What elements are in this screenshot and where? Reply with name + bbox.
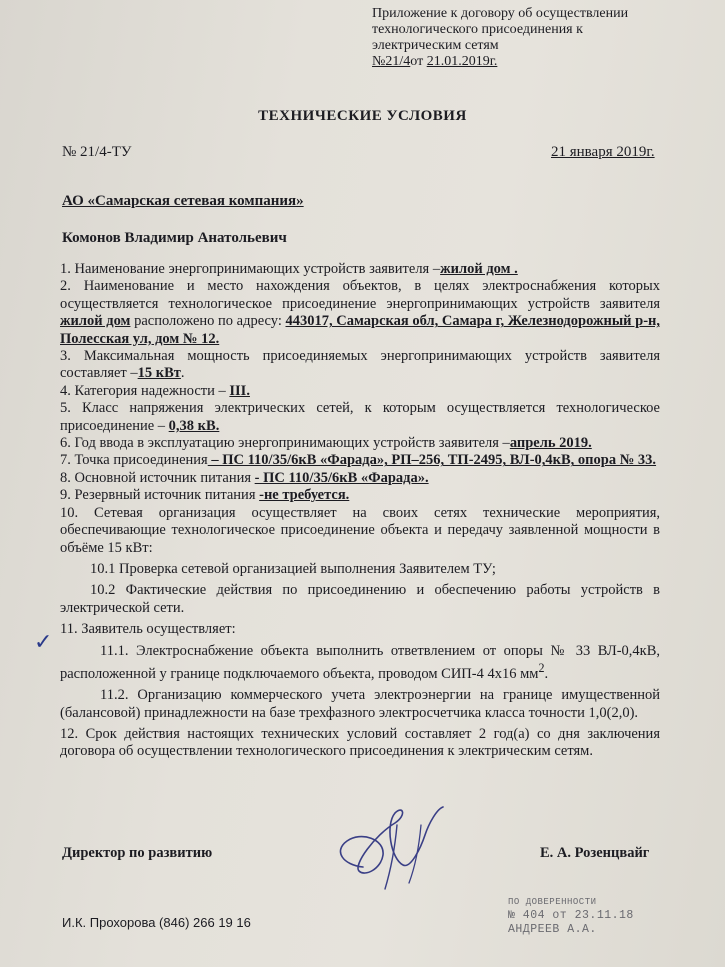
item-4: 4. Категория надежности – III. [60,382,250,399]
item-12: 12. Срок действия настоящих технических условий составляет 2 год(а) со дня заключения договора об осуществлении технологического присоединения к электрическим сетям. [60,725,660,760]
item-6-value: апрель 2019. [509,435,592,452]
item-10: 10. Сетевая организация осуществляет на своих сетях технические мероприятия, обеспечивающие технологическое присоединение объекта и передачу заявленной мощности в объёме 15 кВт: [60,504,660,556]
item-8: 8. Основной источник питания - ПС 110/35/6кВ «Фарада». [60,469,429,486]
item-2-address: 443017, Самарская обл, Самара г, Железнодорожный р-н, Полесская ул, дом № 12. [60,313,660,347]
appendix-line-1: Приложение к договору об осуществлении [372,6,629,21]
applicant-name: Комонов Владимир Анатольевич [62,230,287,246]
appendix-line-4 [372,54,712,70]
page-title: ТЕХНИЧЕСКИЕ УСЛОВИЯ [258,108,467,124]
appendix-ot: от [410,54,427,69]
item-3-value: 15 кВт [137,365,181,382]
item-1-value: жилой дом . [440,261,518,277]
document-date: 21 января 2019г. [551,144,655,160]
item-2: 2. Наименование и место нахождения объектов, в целях электроснабжения которых осуществляется технологическое присоединение энергопринимающих устройств заявителя жилой дом расположено по адресу: 443017, Самарская обл, Самара г, Железнодорожный р-н, Полесская ул, дом № 12. [60,278,660,347]
signature-icon [325,795,455,895]
stamp-line-1: ПО ДОВЕРЕННОСТИ [508,897,597,907]
item-7-value: – ПС 110/35/6кВ «Фарада», РП–256, ТП-2495, ВЛ-0,4кВ, опора № 33. [207,452,657,469]
check-mark-icon: ✓ [34,630,53,655]
item-2-object: жилой дом [60,313,131,330]
item-7: 7. Точка присоединения – ПС 110/35/6кВ «Фарада», РП–256, ТП-2495, ВЛ-0,4кВ, опора № 33. [60,452,657,469]
stamp-line-3: АНДРЕЕВ А.А. [508,923,597,936]
item-11-1: 11.1. Электроснабжение объекта выполнить ответвлением от опоры № 33 ВЛ-0,4кВ, расположенной у границе подключаемого объекта, проводом СИП-4 4х16 $мм^2$. [60,642,660,682]
signer-name: Е. А. Розенцвайг [540,845,650,861]
item-11-2: 11.2. Организацию коммерческого учета электроэнергии на границе имущественной (балансовой) принадлежности на базе трехфазного электросчетчика класса точности 1,0(2,0). [60,687,660,721]
appendix-date: 21.01.2019г. [426,54,498,69]
company-name: АО «Самарская сетевая компания» [62,193,304,209]
item-3: 3. Максимальная мощность присоединяемых энергопринимающих устройств заявителя составляет –15 кВт. [60,348,660,382]
contact-line: И.К. Прохорова (846) 266 19 16 [62,915,251,930]
appendix-line-3: электрическим сетям [372,38,499,53]
item-5: 5. Класс напряжения электрических сетей, к которым осуществляется технологическое присоединение – 0,38 кВ. [60,400,660,434]
item-1: 1. Наименование энергопринимающих устройств заявителя –жилой дом . [60,261,518,277]
item-11: 11. Заявитель осуществляет: [60,621,236,638]
item-9: 9. Резервный источник питания -не требуется. [60,487,350,504]
item-10-2: 10.2 Фактические действия по присоединению и обеспечению работы устройств в электрической сети. [60,582,660,616]
appendix-number: №21/4 [372,54,411,69]
document-number: № 21/4-ТУ [62,144,132,160]
item-4-value: III. [229,382,250,399]
item-6: 6. Год ввода в эксплуатацию энергопринимающих устройств заявителя –апрель 2019. [60,435,592,452]
appendix-line-2: технологического присоединения к [372,22,583,37]
item-10-1: 10.1 Проверка сетевой организацией выполнения Заявителем ТУ; [90,560,496,577]
item-5-value: 0,38 кВ. [168,417,220,434]
stamp-line-2: № 404 от 23.11.18 [508,909,634,922]
appendix-header [372,6,712,70]
proxy-stamp [508,895,708,937]
director-title: Директор по развитию [62,845,213,861]
item-9-value: -не требуется. [259,487,350,504]
item-8-value: - ПС 110/35/6кВ «Фарада». [254,469,429,486]
conditions-body [60,261,660,761]
